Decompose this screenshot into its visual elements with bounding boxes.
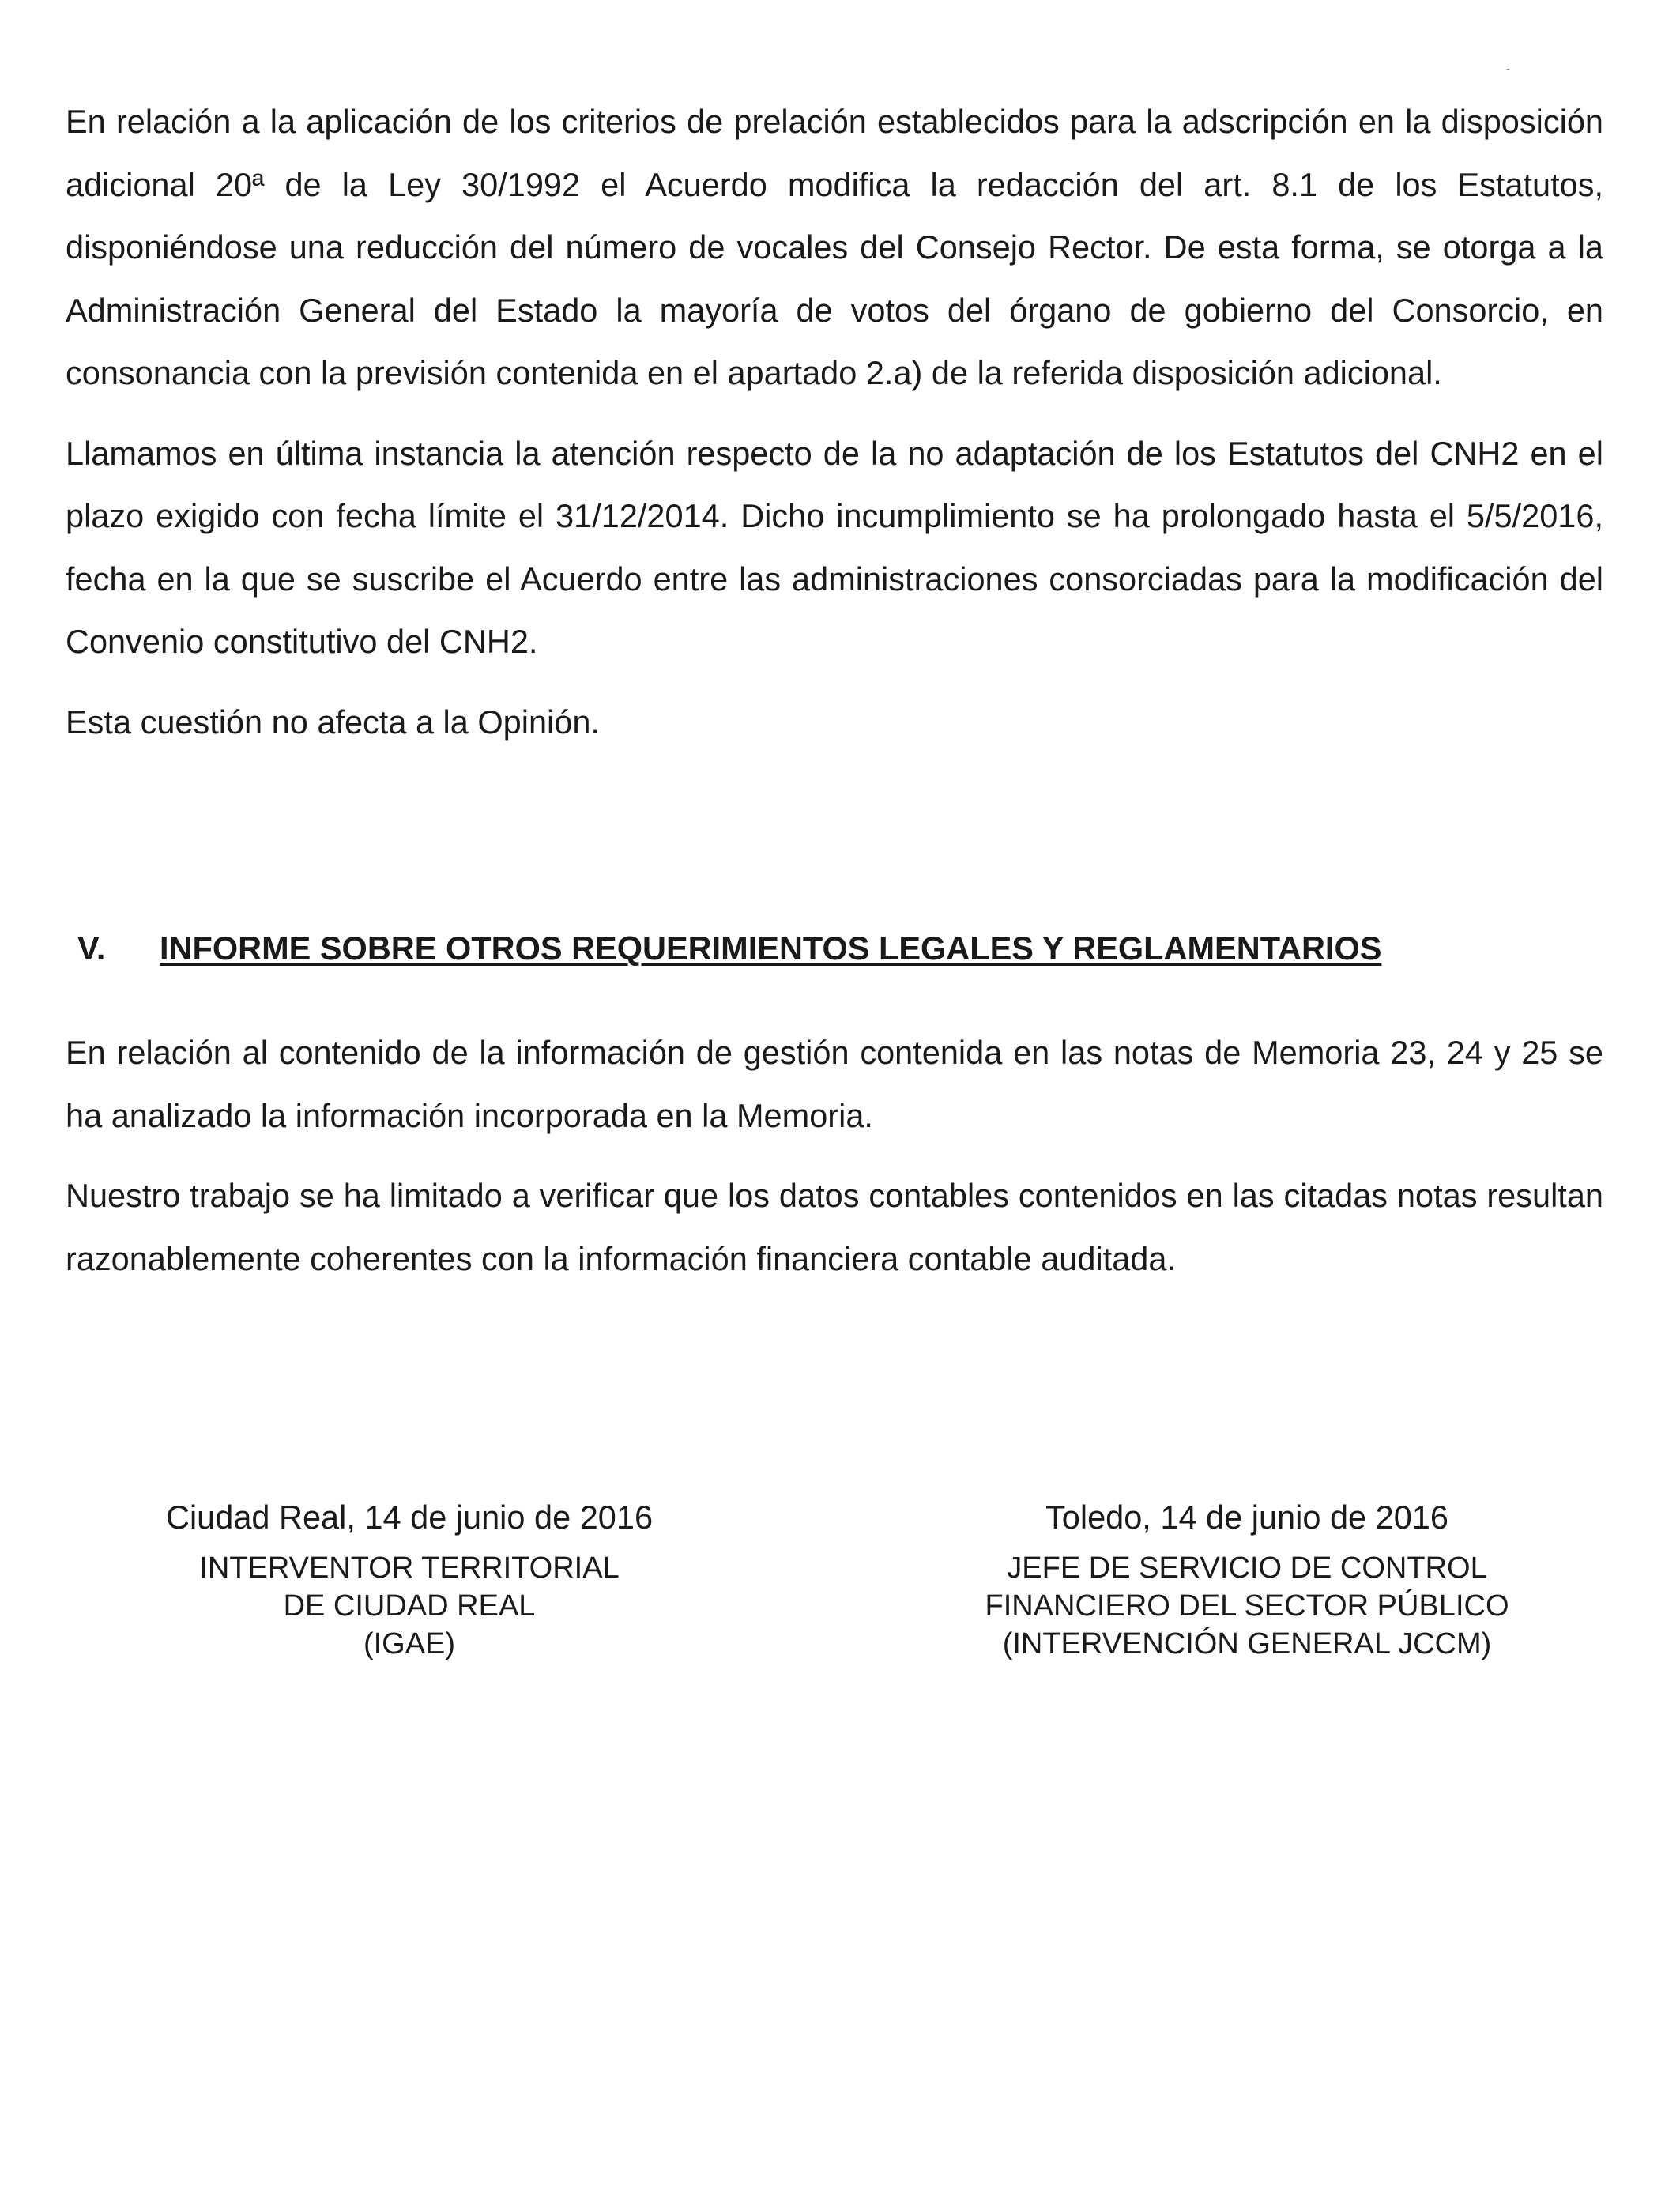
- signature-line: INTERVENTOR TERRITORIAL: [199, 1551, 620, 1585]
- signature-block-left: [133, 1494, 686, 1663]
- signature-line: (IGAE): [363, 1627, 456, 1661]
- paragraph-estatutos-cnh2: Llamamos en última instancia la atención respecto de la no adaptación de los Estatutos del CNH2 en el plazo exigido con fecha límite el 31/12/2014. Dicho incumplimiento se ha prolongado hasta el 5/5/2016, fecha en la que se suscribe el Acuerdo entre las administraciones consorciadas para la modificación del Convenio constitutivo del CNH2.: [66, 434, 1603, 660]
- signature-line: DE CIUDAD REAL: [283, 1589, 536, 1623]
- paragraph-adscripcion: En relación a la aplicación de los criterios de prelación establecidos para la adscripción en la disposición adicional 20ª de la Ley 30/1992 el Acuerdo modifica la redacción del art. 8.1 de los Estatutos, disponiéndose una reducción del número de vocales del Consejo Rector. De esta forma, se otorga a la Administración General del Estado la mayoría de votos del órgano de gobierno del Consorcio, en consonancia con la previsión contenida en el apartado 2.a) de la referida disposición adicional.: [66, 103, 1603, 391]
- body-text-top: [66, 90, 1603, 753]
- signature-date-left: Ciudad Real, 14 de junio de 2016: [165, 1498, 654, 1536]
- corner-mark: -: [1506, 62, 1510, 74]
- signature-line: JEFE DE SERVICIO DE CONTROL: [1007, 1551, 1487, 1585]
- paragraph-memoria: En relación al contenido de la información de gestión contenida en las notas de Memoria 23, 24 y 25 se ha analizado la información incorporada en la Memoria.: [66, 1034, 1603, 1134]
- signature-line: (INTERVENCIÓN GENERAL JCCM): [1002, 1627, 1492, 1661]
- section-number: V.: [77, 929, 106, 967]
- paragraph-opinion: Esta cuestión no afecta a la Opinión.: [66, 703, 600, 741]
- signature-block-right: [923, 1494, 1571, 1663]
- section-title: INFORME SOBRE OTROS REQUERIMIENTOS LEGALES Y REGLAMENTARIOS: [160, 929, 1382, 967]
- paragraph-trabajo: Nuestro trabajo se ha limitado a verificar que los datos contables contenidos en las citadas notas resultan razonablemente coherentes con la información financiera contable auditada.: [66, 1177, 1603, 1277]
- body-text-section: [66, 1021, 1603, 1290]
- signature-line: FINANCIERO DEL SECTOR PÚBLICO: [985, 1589, 1509, 1623]
- section-heading: [77, 925, 1381, 972]
- signature-date-right: Toledo, 14 de junio de 2016: [1045, 1498, 1448, 1536]
